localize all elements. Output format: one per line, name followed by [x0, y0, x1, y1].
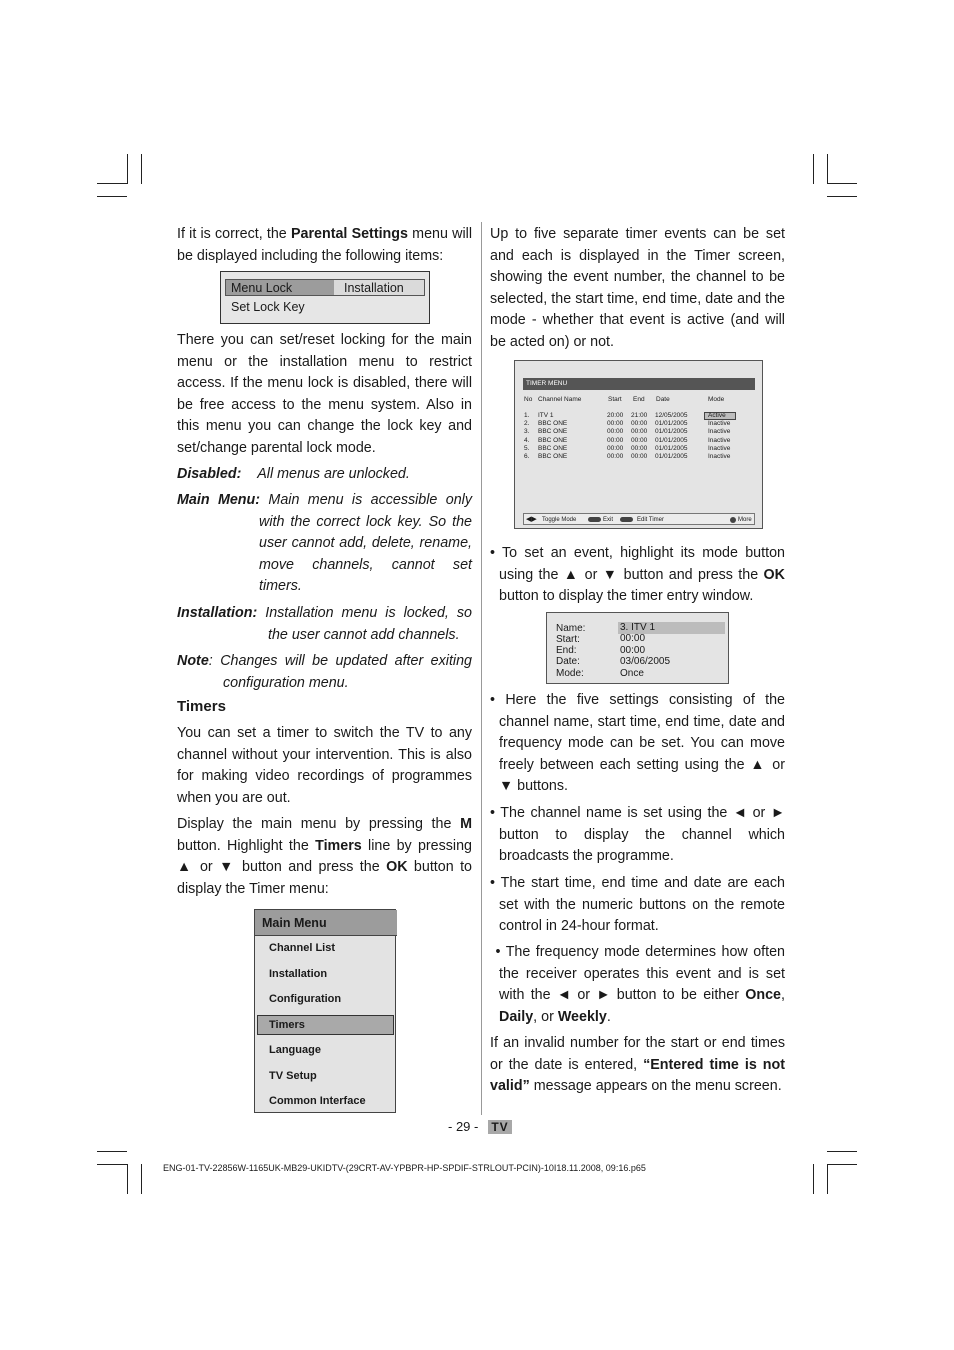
timer-cell-start: 00:00: [607, 420, 624, 428]
date-label: Date:: [556, 656, 580, 667]
timer-cell-end: 00:00: [631, 420, 648, 428]
timer-menu-footer: [523, 513, 755, 525]
main-menu-definition: Main Menu: Main menu is accessible only with the correct lock key. So the user cannot add, delete, rename, move channels, cannot set timers.: [177, 492, 472, 595]
toggle-mode-hint: Toggle Mode: [542, 517, 577, 523]
timer-cell-date: 01/01/2005: [655, 420, 688, 428]
name-value[interactable]: 3. ITV 1: [620, 622, 656, 633]
timer-cell-mode: Inactive: [708, 436, 731, 444]
timer-cell-mode: Active: [708, 412, 726, 419]
menu-item-timers[interactable]: Timers: [269, 1019, 305, 1031]
main-menu-screen: [254, 909, 396, 1113]
crop-mark: [813, 1164, 814, 1194]
mode-label: Mode:: [556, 668, 584, 679]
ok-button-icon: [620, 517, 633, 522]
bullet-frequency-mode: • The frequency mode determines how often the receiver operates this event and is set with the ◄ or ► button to be either Once, Daily, or Weekly.: [490, 944, 785, 1025]
column-header-channel: Channel Name: [538, 396, 582, 403]
crop-mark: [827, 1164, 828, 1194]
timer-cell-end: 00:00: [631, 444, 648, 452]
menu-item-language[interactable]: Language: [269, 1044, 321, 1056]
timer-cell-mode: Inactive: [708, 453, 731, 460]
set-lock-key-item[interactable]: Set Lock Key: [231, 300, 305, 314]
menu-item-installation[interactable]: Installation: [269, 968, 328, 980]
start-label: Start:: [556, 634, 580, 645]
column-divider: [481, 222, 482, 1115]
timer-cell-channel: BBC ONE: [538, 453, 568, 460]
page-number: - 29 -: [448, 1119, 479, 1134]
timer-cell-date: 12/05/2005: [655, 412, 688, 419]
column-header-no: No: [524, 396, 533, 403]
intro-paragraph: If it is correct, the Parental Settings menu will be displayed including the following items:: [177, 226, 472, 264]
section-badge: TV: [488, 1120, 512, 1134]
end-label: End:: [556, 645, 577, 656]
crop-mark: [827, 1151, 857, 1152]
timer-cell-date: 01/01/2005: [655, 436, 688, 444]
timer-cell-no: 6.: [524, 453, 530, 460]
timer-cell-no: 1.: [524, 412, 530, 419]
menu-item-common-interface[interactable]: Common Interface: [269, 1095, 366, 1107]
display-menu-paragraph: Display the main menu by pressing the M button. Highlight the Timers line by pressing ▲ or ▼ button and press the OK button to display the Timer menu:: [177, 816, 472, 897]
parental-settings-menu: [220, 271, 430, 324]
timer-entry-window: [546, 612, 729, 684]
timer-cell-channel: BBC ONE: [538, 420, 568, 428]
date-value[interactable]: 03/06/2005: [620, 656, 671, 667]
crop-mark: [97, 196, 127, 197]
timer-cell-date: 01/01/2005: [655, 444, 688, 452]
timer-cell-no: 4.: [524, 436, 530, 444]
end-value[interactable]: 00:00: [620, 645, 646, 656]
crop-mark: [97, 1151, 127, 1152]
crop-mark: [827, 183, 857, 184]
invalid-time-paragraph: If an invalid number for the start or end times or the date is entered, “Entered time is not valid” message appears on the menu screen.: [490, 1035, 786, 1095]
timer-intro-paragraph: Up to five separate timer events can be set and each is displayed in the Timer screen, showing the event number, the channel to be selected, the start time, end time, date and the mode - whether that event is active (and will be acted on) or not.: [490, 226, 785, 350]
menu-lock-tab[interactable]: Menu Lock: [226, 280, 334, 295]
more-hint: More: [738, 517, 752, 523]
timer-cell-start: 00:00: [607, 428, 624, 436]
crop-mark: [97, 183, 127, 184]
timer-menu-title: TIMER MENU: [523, 378, 755, 390]
timer-cell-start: 20:00: [607, 412, 624, 419]
bullet-channel-name: • The channel name is set using the ◄ or ► button to display the channel which broadcasts the programme.: [490, 805, 785, 865]
timer-cell-start: 00:00: [607, 444, 624, 452]
timer-cell-end: 00:00: [631, 436, 648, 444]
note: Note: Changes will be updated after exiting configuration menu.: [177, 653, 472, 691]
left-right-arrows-icon: ◀▶: [526, 516, 537, 523]
info-icon: [730, 517, 736, 523]
edit-timer-hint: Edit Timer: [637, 517, 665, 523]
timer-cell-mode: Inactive: [708, 420, 731, 428]
crop-mark: [827, 1164, 857, 1165]
bullet-set-event: • To set an event, highlight its mode button using the ▲ or ▼ button and press the OK button to display the timer entry window.: [490, 545, 785, 605]
bullet-five-settings: • Here the five settings consisting of the channel name, start time, end time, date and frequency mode can be set. You can move freely between each setting using the ▲ or ▼ buttons.: [490, 692, 785, 795]
timer-cell-channel: BBC ONE: [538, 428, 568, 436]
exit-hint: Exit: [603, 517, 614, 523]
lock-paragraph: There you can set/reset locking for the main menu or the installation menu to restrict access. If the menu lock is disabled, there will be free access to the menu system. Also in this menu you can change the lock key and set/change parental lock mode.: [177, 332, 472, 456]
timer-cell-channel: BBC ONE: [538, 444, 568, 452]
crop-mark: [827, 196, 857, 197]
menu-button-icon: [588, 517, 601, 522]
menu-item-channel-list[interactable]: Channel List: [269, 942, 336, 954]
timer-cell-start: 00:00: [607, 436, 624, 444]
timers-paragraph: You can set a timer to switch the TV to any channel without your intervention. This is also for making video recordings of programmes when you are out.: [177, 725, 472, 806]
menu-item-tv-setup[interactable]: TV Setup: [269, 1070, 317, 1082]
timer-cell-mode: Inactive: [708, 428, 731, 436]
column-header-end: End: [633, 396, 645, 403]
crop-mark: [127, 1164, 128, 1194]
timer-cell-mode: Inactive: [708, 444, 731, 452]
crop-mark: [141, 154, 142, 184]
timer-cell-channel: ITV 1: [538, 412, 554, 419]
column-header-date: Date: [656, 396, 670, 403]
installation-definition: Installation: Installation menu is locked, so the user cannot add channels.: [177, 605, 472, 643]
start-value[interactable]: 00:00: [620, 633, 646, 644]
timer-cell-start: 00:00: [607, 453, 624, 460]
crop-mark: [827, 154, 828, 184]
timer-cell-channel: BBC ONE: [538, 436, 568, 444]
mode-value[interactable]: Once: [620, 668, 644, 679]
timer-cell-no: 2.: [524, 420, 530, 428]
timer-cell-date: 01/01/2005: [655, 428, 688, 436]
crop-mark: [813, 154, 814, 184]
column-header-start: Start: [608, 396, 622, 403]
crop-mark: [97, 1164, 127, 1165]
installation-tab[interactable]: Installation: [334, 280, 424, 295]
main-menu-title: Main Menu: [255, 910, 397, 936]
crop-mark: [141, 1164, 142, 1194]
crop-mark: [127, 154, 128, 184]
name-label: Name:: [556, 623, 586, 634]
timer-cell-end: 00:00: [631, 428, 648, 436]
file-info-line: ENG-01-TV-22856W-1165UK-MB29-UKIDTV-(29CRT-AV-YPBPR-HP-SPDIF-STRLOUT-PCIN)-10I18.11.2008, 09:16.p65: [163, 1163, 646, 1173]
timers-heading: Timers: [177, 698, 226, 715]
timer-cell-end: 21:00: [631, 412, 648, 419]
disabled-definition: Disabled: All menus are unlocked.: [177, 466, 410, 482]
timer-menu-screen: [514, 360, 763, 529]
timer-cell-no: 3.: [524, 428, 530, 436]
bullet-start-time: • The start time, end time and date are each set with the numeric buttons on the remote control in 24-hour format.: [490, 875, 785, 935]
timer-cell-date: 01/01/2005: [655, 453, 688, 460]
timer-cell-no: 5.: [524, 444, 530, 452]
timer-cell-end: 00:00: [631, 453, 648, 460]
column-header-mode: Mode: [708, 396, 725, 403]
menu-item-configuration[interactable]: Configuration: [269, 993, 342, 1005]
